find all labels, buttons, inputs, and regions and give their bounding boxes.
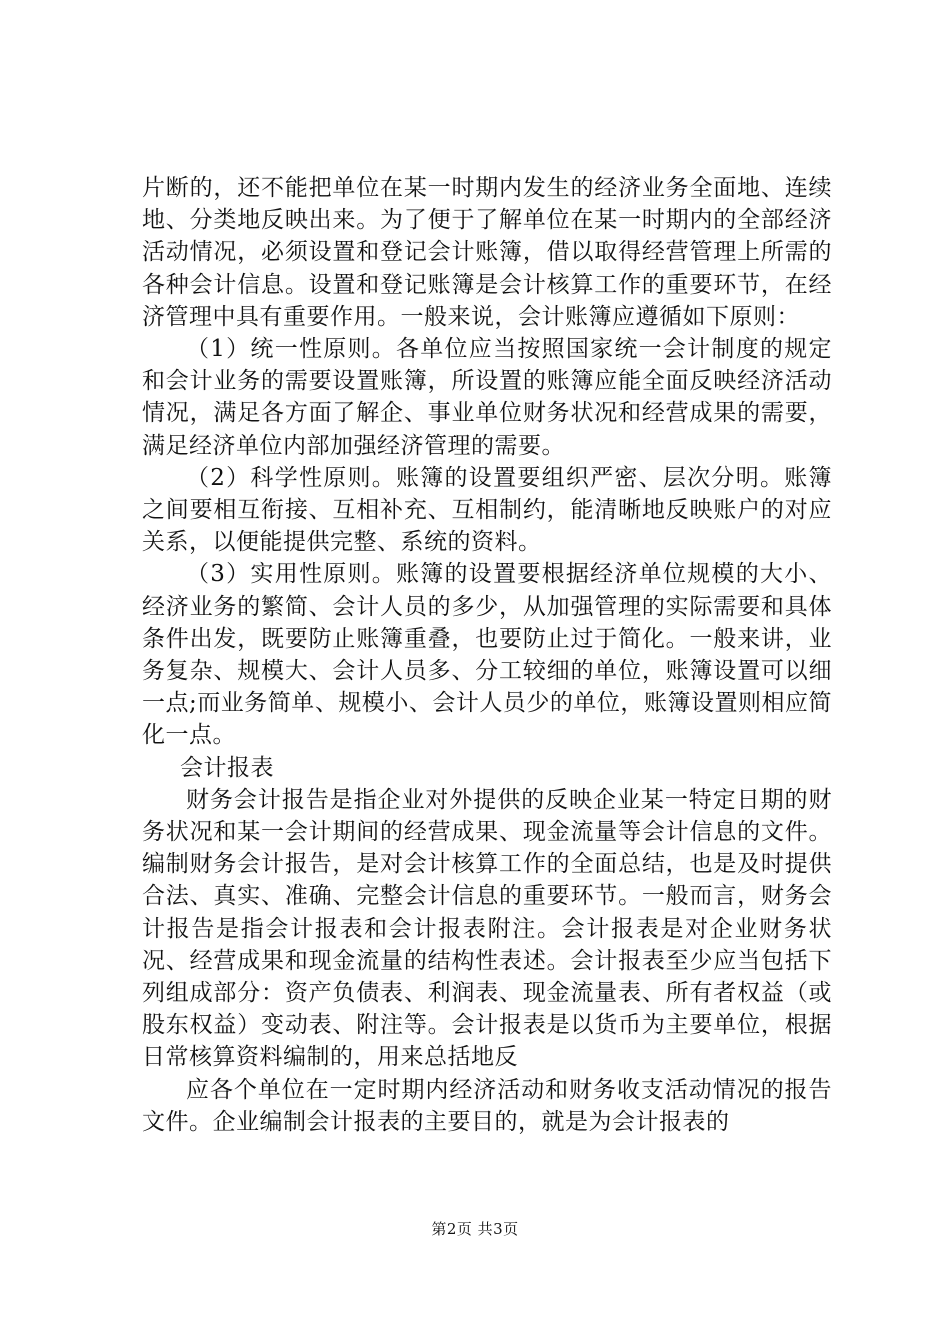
paragraph-intro: 片断的，还不能把单位在某一时期内发生的经济业务全面地、连续地、分类地反映出来。为了便于了解单位在某一时期内的全部经济活动情况，必须设置和登记会计账簿，借以取得经营管理上所需的各种会计信息。设置和登记账簿是会计核算工作的重要环节，在经济管理中具有重要作用。一般来说，会计账簿应遵循如下原则：: [142, 175, 832, 330]
document-body: [142, 172, 832, 1138]
paragraph-report-definition: 财务会计报告是指企业对外提供的反映企业某一特定日期的财务状况和某一会计期间的经营成果、现金流量等会计信息的文件。编制财务会计报告，是对会计核算工作的全面总结，也是及时提供合法、真实、准确、完整会计信息的重要环节。一般而言，财务会计报告是指会计报表和会计报表附注。会计报表是对企业财务状况、经营成果和现金流量的结构性表述。会计报表至少应当包括下列组成部分：资产负债表、利润表、现金流量表、所有者权益（或股东权益）变动表、附注等。会计报表是以货币为主要单位，根据日常核算资料编制的，用来总括地反: [142, 786, 832, 1071]
paragraph-principle-1: （1）统一性原则。各单位应当按照国家统一会计制度的规定和会计业务的需要设置账簿，所设置的账簿应能全面反映经济活动情况，满足各方面了解企、事业单位财务状况和经营成果的需要，满足经济单位内部加强经济管理的需要。: [142, 336, 832, 459]
section-heading: 会计报表: [180, 754, 274, 781]
page-number: 第2页 共3页: [431, 1220, 519, 1238]
paragraph-principle-2: （2）科学性原则。账簿的设置要组织严密、层次分明。账簿之间要相互衔接、互相补充、互相制约，能清晰地反映账户的对应关系，以便能提供完整、系统的资料。: [142, 464, 832, 556]
paragraph-principle-3: （3）实用性原则。账簿的设置要根据经济单位规模的大小、经济业务的繁简、会计人员的多少，从加强管理的实际需要和具体条件出发，既要防止账簿重叠，也要防止过于简化。一般来讲，业务复杂、规模大、会计人员多、分工较细的单位，账簿设置可以细一点;而业务简单、规模小、会计人员少的单位，账簿设置则相应简化一点。: [142, 561, 832, 749]
paragraph-report-purpose: 应各个单位在一定时期内经济活动和财务收支活动情况的报告文件。企业编制会计报表的主要目的，就是为会计报表的: [142, 1076, 832, 1135]
